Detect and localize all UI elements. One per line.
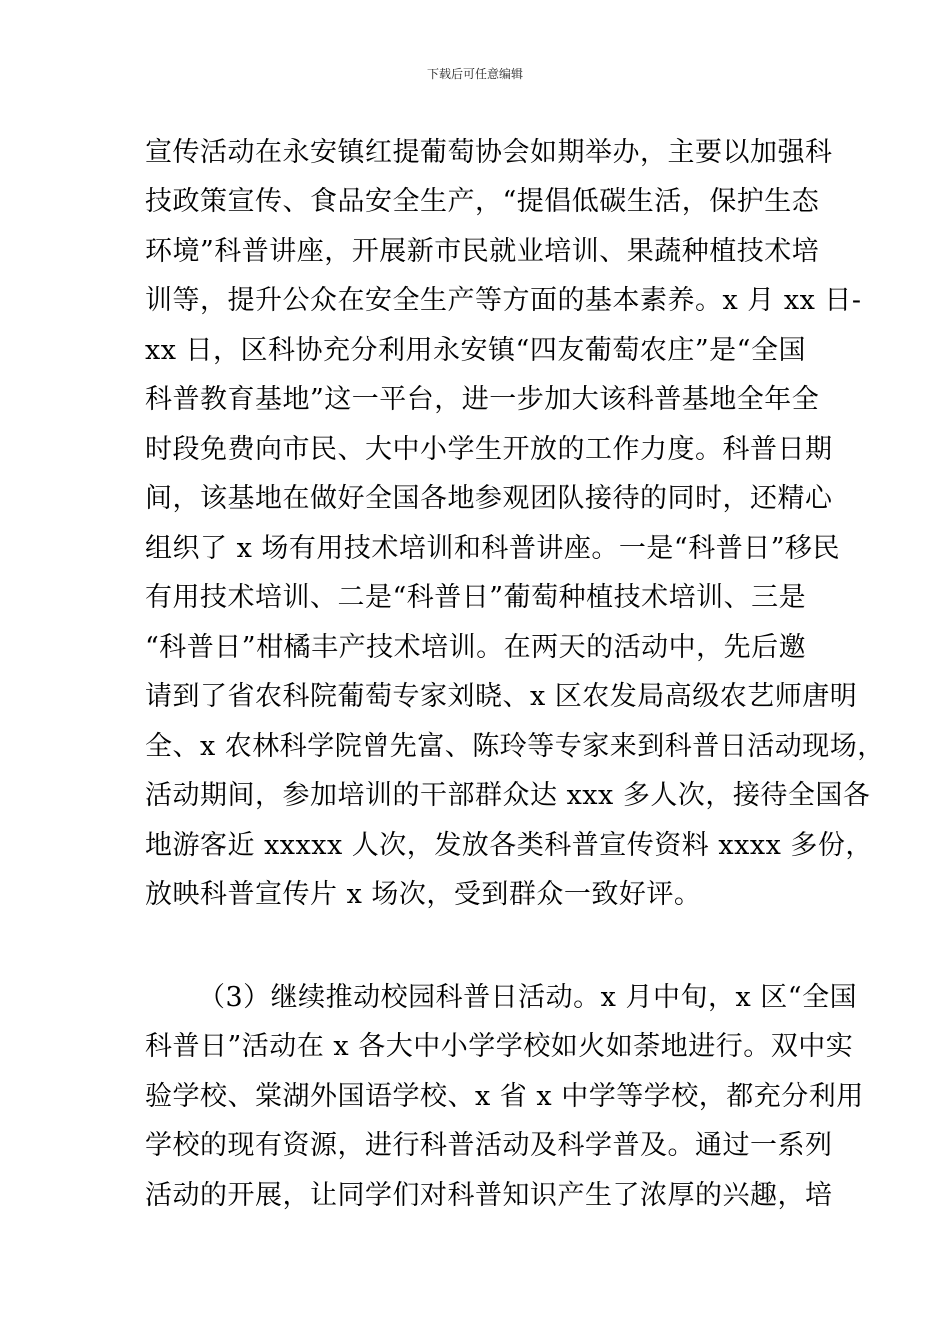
text-line: 请到了省农科院葡萄专家刘晓、x 区农发局高级农艺师唐明 (145, 681, 858, 712)
text-line: 科普日”活动在 x 各大中小学学校如火如荼地进行。双中实 (145, 1031, 854, 1062)
text-line: 放映科普宣传片 x 场次，受到群众一致好评。 (145, 879, 702, 910)
text-line: 时段免费向市民、大中小学生开放的工作力度。科普日期 (145, 434, 833, 465)
text-line: xx 日，区科协充分利用永安镇“四友葡萄农庄”是“全国 (145, 335, 806, 366)
text-line: 活动期间，参加培训的干部群众达 xxx 多人次，接待全国各 (145, 780, 871, 811)
text-line: 技政策宣传、食品安全生产，“提倡低碳生活，保护生态 (145, 186, 820, 217)
text-line: 活动的开展，让同学们对科普知识产生了浓厚的兴趣，培 (145, 1180, 833, 1211)
text-line: “科普日”柑橘丰产技术培训。在两天的活动中，先后邀 (145, 632, 807, 663)
text-line: 地游客近 xxxxx 人次，发放各类科普宣传资料 xxxx 多份， (145, 830, 873, 861)
text-line: 环境”科普讲座，开展新市民就业培训、果蔬种植技术培 (145, 236, 820, 267)
text-line: 验学校、棠湖外国语学校、x 省 x 中学等学校，都充分利用 (145, 1081, 864, 1112)
text-line: 学校的现有资源，进行科普活动及科学普及。通过一系列 (145, 1130, 833, 1161)
text-line: 训等，提升公众在安全生产等方面的基本素养。x 月 xx 日- (145, 285, 862, 316)
text-line: 有用技术培训、二是“科普日”葡萄种植技术培训、三是 (145, 582, 807, 613)
text-line: 间，该基地在做好全国各地参观团队接待的同时，还精心 (145, 483, 833, 514)
text-line: 全、x 农林科学院曾先富、陈玲等专家来到科普日活动现场， (145, 731, 885, 762)
text-line: 组织了 x 场有用技术培训和科普讲座。一是“科普日”移民 (145, 533, 840, 564)
text-line: （3）继续推动校园科普日活动。x 月中旬，x 区“全国 (198, 982, 858, 1013)
text-line: 宣传活动在永安镇红提葡萄协会如期举办，主要以加强科 (145, 137, 833, 168)
page-header: 下载后可任意编辑 (426, 67, 523, 81)
text-line: 科普教育基地”这一平台，进一步加大该科普基地全年全 (145, 384, 820, 415)
